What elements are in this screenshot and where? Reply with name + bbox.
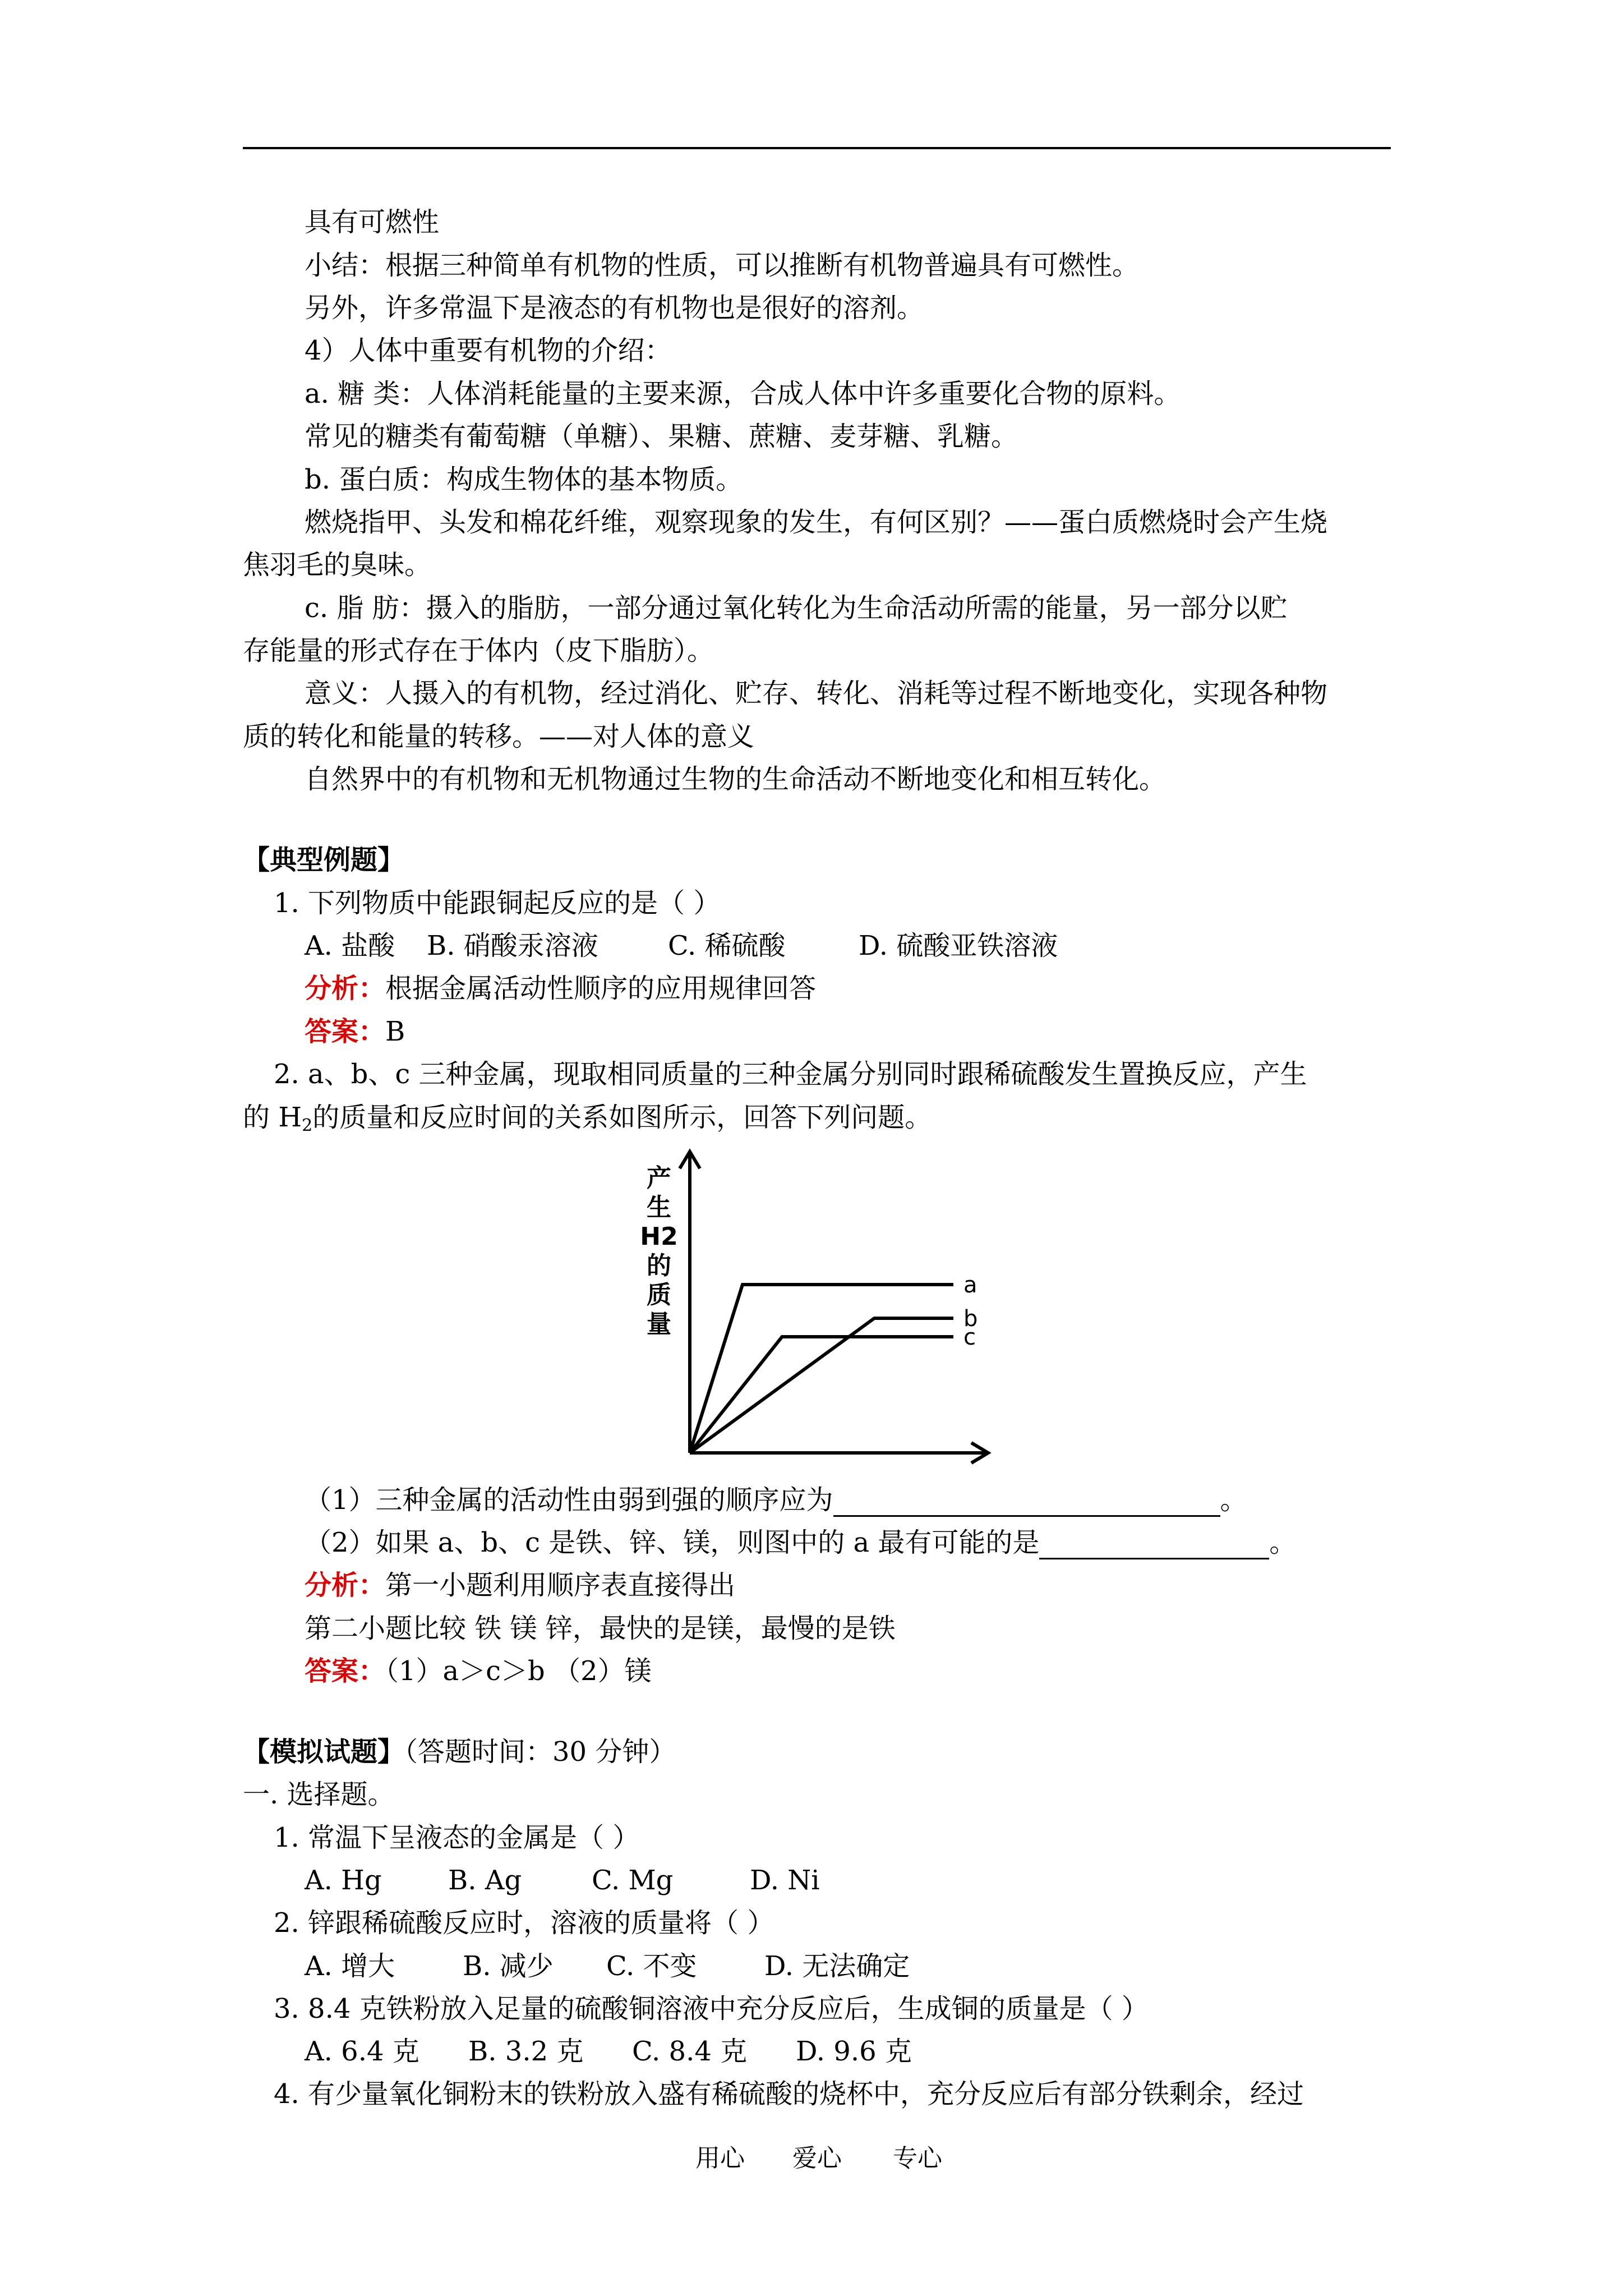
mock-q4-stem: 4. 有少量氧化铜粉末的铁粉放入盛有稀硫酸的烧杯中，充分反应后有部分铁剩余，经过 [274, 2078, 1304, 2110]
option: D. 9.6 克 [796, 2036, 912, 2067]
intro-line: b. 蛋白质：构成生物体的基本物质。 [305, 464, 743, 495]
stem-text: 的质量和反应时间的关系如图所示，回答下列问题。 [312, 1102, 932, 1133]
analysis-label: 分析： [305, 973, 386, 1004]
intro-line: a. 糖 类：人体消耗能量的主要来源，合成人体中许多重要化合物的原料。 [305, 378, 1181, 409]
ylabel-char: 产 [647, 1164, 671, 1193]
intro-line: 燃烧指甲、头发和棉花纤维，观察现象的发生，有何区别？——蛋白质燃烧时会产生烧 [305, 507, 1328, 538]
example-1-stem: 1. 下列物质中能跟铜起反应的是（ ） [274, 887, 721, 919]
example-2-part-1 [305, 1483, 1247, 1517]
intro-line: 自然界中的有机物和无机物通过生物的生命活动不断地变化和相互转化。 [305, 763, 1166, 795]
option: D. 无法确定 [764, 1950, 910, 1982]
answer-label: 答案： [305, 1016, 386, 1047]
series-line-c [690, 1337, 953, 1453]
mock-q1-stem: 1. 常温下呈液态的金属是（ ） [274, 1822, 640, 1853]
h2-mass-chart [600, 1142, 1004, 1478]
option: D. 硫酸亚铁溶液 [859, 930, 1058, 961]
footer-text: 用心 [695, 2144, 745, 2173]
ylabel-char: H2 [640, 1222, 678, 1251]
chart-axes [680, 1152, 988, 1463]
header-rule [243, 147, 1391, 149]
mock-q3-options [305, 2035, 912, 2068]
mock-q2-stem: 2. 锌跟稀硫酸反应时，溶液的质量将（ ） [274, 1907, 774, 1939]
option: D. Ni [750, 1865, 820, 1896]
option: A. 6.4 克 [305, 2036, 419, 2067]
intro-line: c. 脂 肪：摄入的脂肪，一部分通过氧化转化为生命活动所需的能量，另一部分以贮 [305, 592, 1288, 624]
question-text: （2）如果 a、b、c 是铁、锌、镁，则图中的 a 最有可能的是 [305, 1527, 1040, 1558]
mock-q3-stem: 3. 8.4 克铁粉放入足量的硫酸铜溶液中充分反应后，生成铜的质量是（ ） [274, 1993, 1149, 2024]
chart-ylabel [640, 1164, 677, 1338]
answer-text: B [385, 1016, 405, 1047]
option: B. 3.2 克 [468, 2036, 584, 2067]
option: B. 减少 [463, 1950, 554, 1982]
question-text: 。 [1220, 1484, 1247, 1516]
example-2-analysis [305, 1568, 735, 1602]
intro-line: 常见的糖类有葡萄糖（单糖）、果糖、蔗糖、麦芽糖、乳糖。 [305, 421, 1018, 452]
chart-series [690, 1272, 978, 1453]
option: B. Ag [448, 1865, 522, 1896]
mock-q2-options [305, 1949, 910, 1983]
intro-summary: 小结：根据三种简单有机物的性质，可以推断有机物普遍具有可燃性。 [305, 250, 1140, 281]
analysis-text: 根据金属活动性顺序的应用规律回答 [385, 973, 817, 1004]
intro-line: 质的转化和能量的转移。——对人体的意义 [243, 721, 755, 752]
option: C. Mg [592, 1865, 674, 1896]
option: C. 8.4 克 [632, 2036, 748, 2067]
example-2-part-2 [305, 1526, 1296, 1559]
intro-line: 意义：人摄入的有机物，经过消化、贮存、转化、消耗等过程不断地变化，实现各种物 [305, 678, 1328, 709]
section-heading-examples: 【典型例题】 [243, 844, 405, 876]
answer-label: 答案： [305, 1655, 386, 1687]
series-label-a: a [963, 1272, 978, 1298]
option: B. 硝酸汞溶液 [427, 930, 598, 961]
example-1-answer [305, 1015, 405, 1048]
question-text: （1）三种金属的活动性由弱到强的顺序应为 [305, 1484, 833, 1516]
intro-line: 具有可燃性 [305, 206, 440, 238]
mock-q1-options [305, 1864, 820, 1897]
series-line-a [690, 1285, 953, 1453]
option: A. 盐酸 [305, 930, 395, 961]
example-2-stem: 2. a、b、c 三种金属，现取相同质量的三种金属分别同时跟稀硫酸发生置换反应，产生 [274, 1059, 1307, 1090]
answer-blank-2[interactable] [1039, 1533, 1269, 1559]
mock-heading: 【模拟试题】 [243, 1736, 405, 1768]
ylabel-char: 质 [647, 1281, 671, 1309]
analysis-text: 第一小题利用顺序表直接得出 [385, 1570, 736, 1601]
mock-section-title: 一. 选择题。 [243, 1779, 395, 1810]
answer-blank-1[interactable] [833, 1490, 1220, 1517]
ylabel-char: 的 [647, 1251, 671, 1280]
subscript: 2 [302, 1116, 313, 1135]
option: C. 不变 [606, 1950, 697, 1982]
example-2-answer [305, 1654, 652, 1688]
ylabel-char: 生 [647, 1193, 671, 1222]
analysis-label: 分析： [305, 1570, 386, 1601]
option: A. Hg [305, 1865, 382, 1896]
question-text: 。 [1269, 1527, 1297, 1558]
intro-line: 存能量的形式存在于体内（皮下脂肪）。 [243, 635, 714, 666]
example-1-analysis [305, 972, 816, 1005]
example-1-options [305, 929, 1058, 963]
series-label-b: b [963, 1306, 978, 1332]
option: C. 稀硫酸 [668, 930, 786, 961]
answer-text: （1）a＞c＞b （2）镁 [385, 1655, 652, 1687]
intro-line: 4）人体中重要有机物的介绍： [305, 335, 672, 366]
example-2-stem-cont [243, 1101, 932, 1143]
mock-heading-note: （答题时间：30 分钟） [404, 1736, 676, 1768]
footer-text: 爱心 [792, 2144, 842, 2173]
intro-line: 另外，许多常温下是液态的有机物也是很好的溶剂。 [305, 292, 924, 324]
ylabel-char: 量 [647, 1310, 671, 1338]
option: A. 增大 [305, 1950, 395, 1982]
intro-line: 焦羽毛的臭味。 [243, 549, 432, 581]
stem-text: 的 H [243, 1102, 302, 1133]
section-heading-mock [243, 1735, 676, 1769]
footer-text: 专心 [893, 2144, 942, 2173]
series-label-c: c [963, 1324, 976, 1350]
example-2-analysis-cont: 第二小题比较 铁 镁 锌，最快的是镁，最慢的是铁 [305, 1613, 896, 1644]
